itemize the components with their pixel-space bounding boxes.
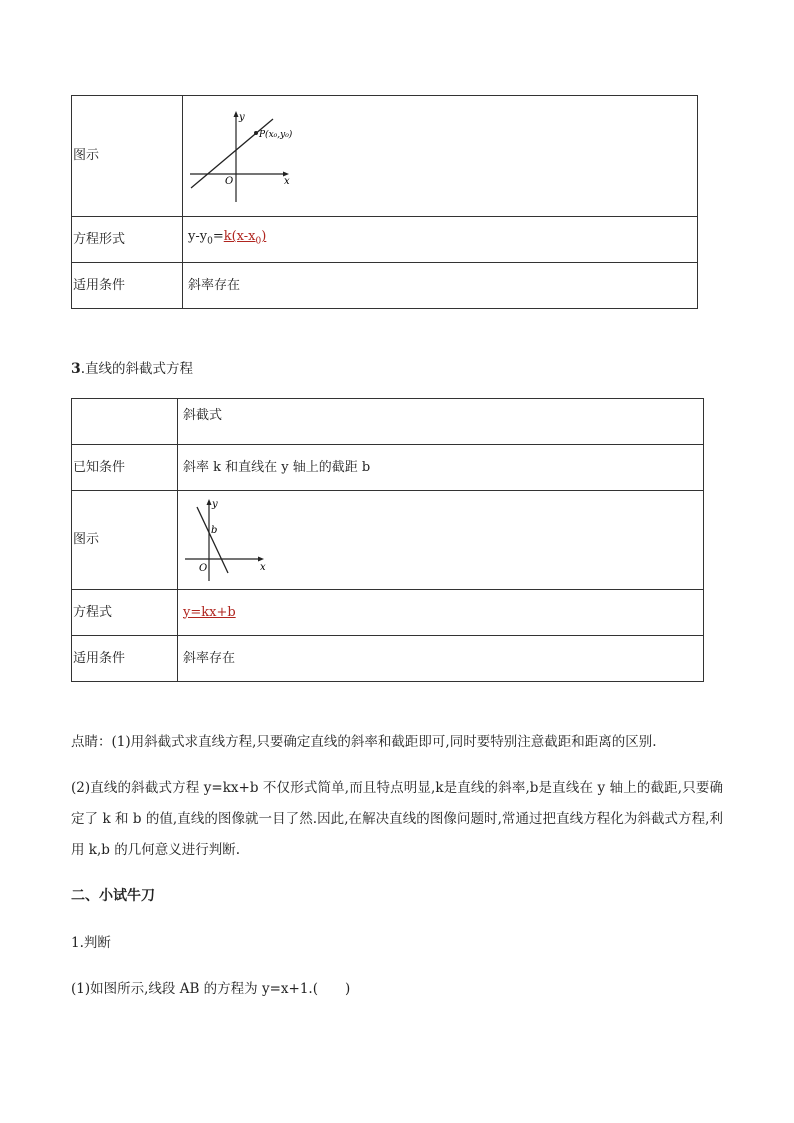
- y-label: y: [212, 499, 218, 510]
- origin-label: O: [225, 176, 234, 187]
- section-3-heading: 3.直线的斜截式方程: [71, 361, 194, 377]
- section-2-heading: 二、小试牛刀: [71, 888, 155, 904]
- slope-intercept-formula: y=kx+b: [178, 590, 704, 636]
- intercept-label: b: [211, 525, 218, 536]
- row-label-condition: 适用条件: [72, 636, 178, 682]
- row-label-diagram: 图示: [72, 96, 183, 217]
- question-1-title: 1.判断: [71, 935, 111, 951]
- row-label-condition: 适用条件: [72, 263, 183, 309]
- origin-label: O: [199, 563, 208, 574]
- row-label-form: 方程形式: [72, 217, 183, 263]
- note-paragraph-1: 点睛：(1)用斜截式求直线方程,只要确定直线的斜率和截距即可,同时要特别注意截距和距离的区别.: [71, 734, 657, 750]
- empty-header-cell: [72, 399, 178, 445]
- question-1-1: (1)如图所示,线段 AB 的方程为 y=x+1.( ): [71, 981, 351, 997]
- table-header-slope-intercept: 斜截式: [178, 399, 704, 445]
- y-arrow: [234, 111, 239, 117]
- y-arrow: [207, 499, 212, 505]
- point-p: [254, 131, 258, 135]
- known-conditions: 斜率 k 和直线在 y 轴上的截距 b: [178, 445, 704, 491]
- note-paragraph-2: (2)直线的斜截式方程 y=kx+b 不仅形式简单,而且特点明显,k是直线的斜率,b是直线在 y 轴上的截距,只要确定了 k 和 b 的值,直线的图像就一目了然.因此,在解决直线的图像问题时,常通过把直线方程化为斜截式方程,利用 k,b 的几何意义进行判断.: [71, 780, 723, 858]
- row-label-equation: 方程式: [72, 590, 178, 636]
- slope-intercept-table: [71, 398, 704, 682]
- condition-value: 斜率存在: [178, 636, 704, 682]
- point-slope-diagram-cell: [183, 96, 698, 217]
- x-label: x: [260, 562, 266, 573]
- point-label: P(x₀,y₀): [259, 130, 293, 140]
- point-slope-table: [71, 95, 698, 309]
- x-arrow: [258, 557, 264, 562]
- row-label-known: 已知条件: [72, 445, 178, 491]
- point-slope-diagram: [188, 106, 318, 206]
- formula-red-part: $k(x-x_0)$: [223, 229, 267, 247]
- condition-value: 斜率存在: [183, 263, 698, 309]
- y-label: y: [239, 112, 245, 123]
- row-label-diagram: 图示: [72, 491, 178, 590]
- point-slope-formula: $y-y_0=k(x-x_0)$: [183, 217, 698, 263]
- x-label: x: [284, 176, 290, 187]
- slope-intercept-diagram-cell: [178, 491, 704, 590]
- slope-intercept-diagram: [183, 497, 273, 583]
